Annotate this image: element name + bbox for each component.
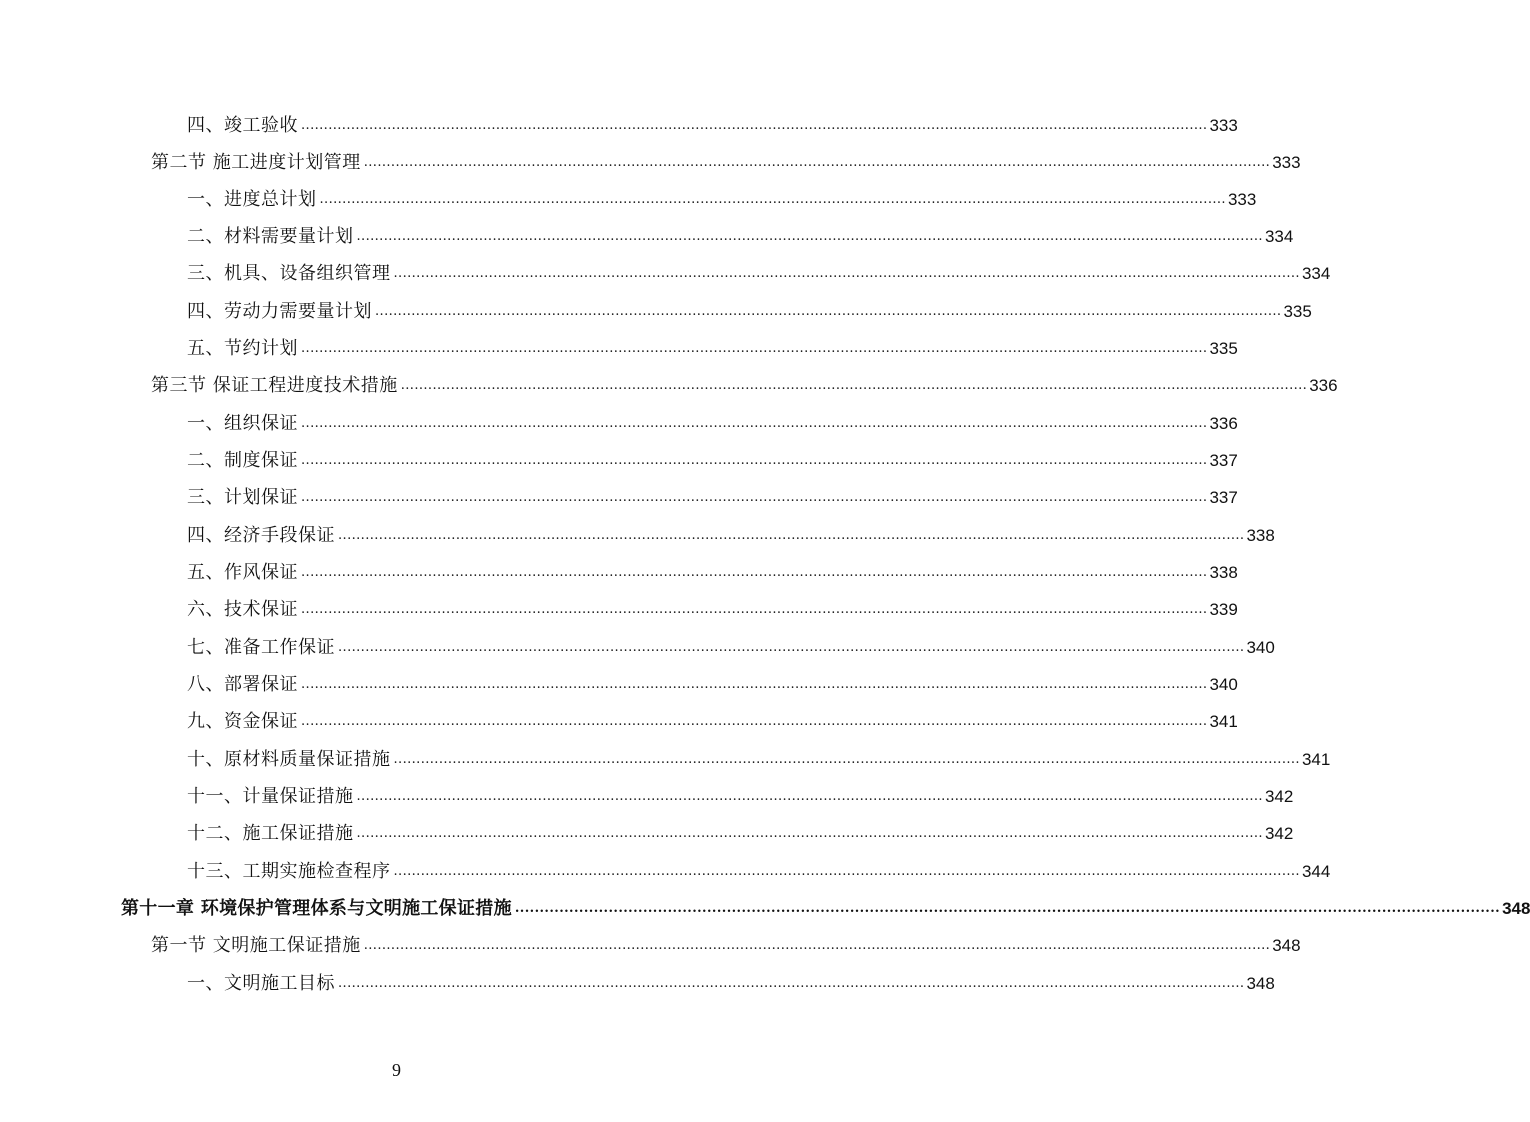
toc-leader-dots: ........................................................................................................................................................................................................ (400, 378, 1308, 393)
toc-entry-page: 336 (1209, 414, 1238, 433)
toc-entry-label: 四、经济手段保证 (187, 525, 335, 546)
toc-entry[interactable] (187, 398, 1238, 435)
toc-entry[interactable] (187, 846, 1331, 883)
toc-leader-dots: ........................................................................................................................................................................................................ (363, 938, 1271, 953)
toc-entry-page: 333 (1272, 153, 1301, 172)
toc-entry-label: 一、进度总计划 (187, 189, 317, 210)
toc-entry-label: 七、准备工作保证 (187, 637, 335, 658)
toc-entry-page: 334 (1264, 227, 1294, 246)
toc-entry[interactable] (187, 958, 1275, 995)
toc-entry-label: 一、文明施工目标 (187, 973, 335, 994)
toc-leader-dots: ........................................................................................................................................................................................................ (393, 864, 1300, 879)
toc-entry[interactable] (187, 659, 1238, 696)
toc-entry-page: 339 (1209, 600, 1238, 619)
toc-entry-page: 348 (1272, 936, 1301, 955)
toc-leader-dots: ........................................................................................................................................................................................................ (375, 304, 1282, 319)
toc-entry-page: 342 (1264, 787, 1294, 806)
toc-entry[interactable] (187, 248, 1331, 285)
page-number: 9 (392, 1060, 401, 1080)
toc-entry-label: 二、材料需要量计划 (187, 226, 354, 247)
toc-entry[interactable] (187, 286, 1312, 323)
toc-entry-label: 六、技术保证 (187, 599, 298, 620)
toc-entry[interactable] (187, 510, 1275, 547)
toc-entry-page: 337 (1209, 488, 1238, 507)
toc-leader-dots: ........................................................................................................................................................................................................ (356, 789, 1263, 804)
toc-entry[interactable] (151, 360, 1338, 397)
toc-entry-page: 341 (1209, 712, 1238, 731)
toc-entry-label: 十三、工期实施检查程序 (187, 861, 391, 882)
toc-entry-page: 338 (1246, 526, 1275, 545)
toc-entry-label: 四、竣工验收 (187, 115, 298, 136)
toc-entry-label: 十二、施工保证措施 (187, 823, 354, 844)
toc-entry-label: 四、劳动力需要量计划 (187, 301, 372, 322)
toc-entry-page: 335 (1209, 339, 1238, 358)
toc-entry-label: 二、制度保证 (187, 450, 298, 471)
toc-entry[interactable] (187, 622, 1275, 659)
toc-entry-page: 340 (1209, 675, 1238, 694)
toc-entry-label: 五、节约计划 (187, 338, 298, 359)
toc-leader-dots: ........................................................................................................................................................................................................ (301, 416, 1208, 431)
toc-entry-label: 三、机具、设备组织管理 (187, 263, 391, 284)
toc-leader-dots: ........................................................................................................................................................................................................ (301, 677, 1208, 692)
toc-leader-dots: ........................................................................................................................................................................................................ (514, 901, 1501, 916)
toc-entry[interactable] (187, 100, 1238, 137)
toc-entry-label: 第二节 施工进度计划管理 (151, 152, 361, 173)
toc-leader-dots: ........................................................................................................................................................................................................ (301, 490, 1208, 505)
toc-leader-dots: ........................................................................................................................................................................................................ (356, 826, 1263, 841)
toc-entry[interactable] (151, 137, 1301, 174)
toc-leader-dots: ........................................................................................................................................................................................................ (301, 453, 1208, 468)
toc-leader-dots: ........................................................................................................................................................................................................ (301, 341, 1208, 356)
toc-entry[interactable] (187, 696, 1238, 733)
toc-entry-label: 第一节 文明施工保证措施 (151, 935, 361, 956)
toc-entry-page: 340 (1246, 638, 1275, 657)
toc-leader-dots: ........................................................................................................................................................................................................ (301, 565, 1208, 580)
toc-entry[interactable] (187, 547, 1238, 584)
toc-entry[interactable] (151, 920, 1301, 957)
toc-entry[interactable] (187, 435, 1238, 472)
toc-entry-page: 336 (1309, 376, 1338, 395)
toc-leader-dots: ........................................................................................................................................................................................................ (363, 155, 1271, 170)
toc-entry-label: 五、作风保证 (187, 562, 298, 583)
toc-leader-dots: ........................................................................................................................................................................................................ (338, 640, 1245, 655)
toc-entry-label: 三、计划保证 (187, 487, 298, 508)
toc-entry[interactable] (187, 734, 1331, 771)
toc-entry-page: 337 (1209, 451, 1238, 470)
toc-entry-page: 341 (1301, 750, 1331, 769)
toc-entry-page: 334 (1301, 264, 1331, 283)
toc-entry[interactable] (187, 174, 1257, 211)
toc-entry-page: 333 (1227, 190, 1257, 209)
toc-entry-label: 十、原材料质量保证措施 (187, 749, 391, 770)
toc-leader-dots: ........................................................................................................................................................................................................ (356, 229, 1263, 244)
toc-entry[interactable] (187, 323, 1238, 360)
toc-leader-dots: ........................................................................................................................................................................................................ (393, 266, 1300, 281)
toc-entry-page: 333 (1209, 116, 1238, 135)
toc-leader-dots: ........................................................................................................................................................................................................ (301, 118, 1208, 133)
toc-entry[interactable] (187, 211, 1294, 248)
toc-leader-dots: ........................................................................................................................................................................................................ (338, 528, 1245, 543)
toc-entry-label: 一、组织保证 (187, 413, 298, 434)
toc-entry[interactable] (187, 472, 1238, 509)
toc-entry-page: 344 (1301, 862, 1331, 881)
toc-leader-dots: ........................................................................................................................................................................................................ (319, 192, 1226, 207)
toc-entry[interactable] (187, 584, 1238, 621)
toc-entry-page: 342 (1264, 824, 1294, 843)
toc-entry[interactable] (121, 883, 1530, 920)
toc-entry-page: 338 (1209, 563, 1238, 582)
toc-entry[interactable] (187, 771, 1294, 808)
toc-entry-page: 348 (1502, 899, 1530, 918)
toc-entry-page: 335 (1283, 302, 1312, 321)
toc-leader-dots: ........................................................................................................................................................................................................ (338, 976, 1245, 991)
toc-entry-label: 十一、计量保证措施 (187, 786, 354, 807)
toc-entry-page: 348 (1246, 974, 1275, 993)
toc-leader-dots: ........................................................................................................................................................................................................ (301, 602, 1208, 617)
toc-leader-dots: ........................................................................................................................................................................................................ (301, 714, 1208, 729)
toc-leader-dots: ........................................................................................................................................................................................................ (393, 752, 1300, 767)
toc-entry-label: 八、部署保证 (187, 674, 298, 695)
toc-entry-label: 九、资金保证 (187, 711, 298, 732)
toc-entry-label: 第三节 保证工程进度技术措施 (151, 375, 398, 396)
toc-entry[interactable] (187, 808, 1294, 845)
toc-entry-label: 第十一章 环境保护管理体系与文明施工保证措施 (121, 898, 512, 919)
